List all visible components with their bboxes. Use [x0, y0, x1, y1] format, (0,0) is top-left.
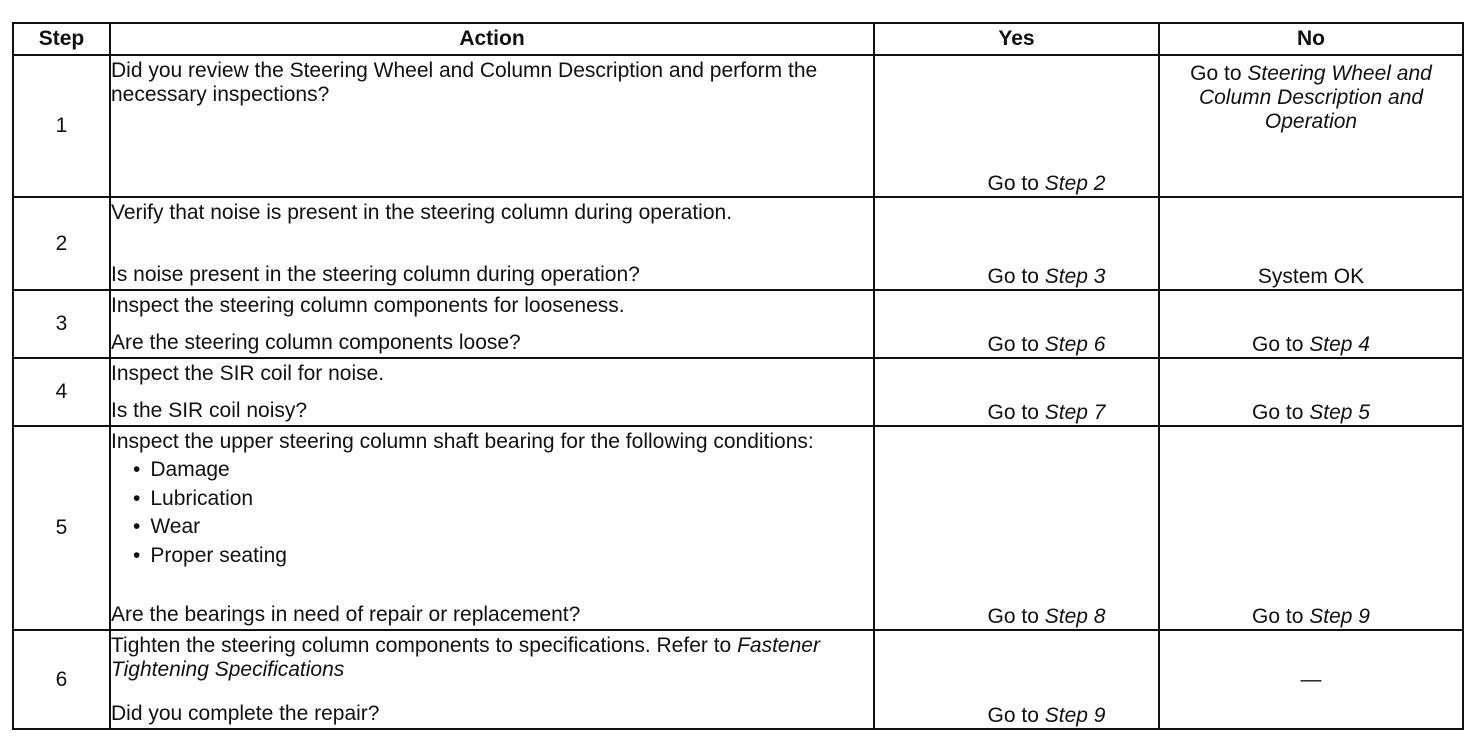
no-cell — [1159, 426, 1463, 630]
goto-prefix: Go to — [987, 265, 1039, 288]
action-question: Is the SIR coil noisy? — [111, 399, 308, 422]
yes-cell — [874, 55, 1159, 197]
step-number: 6 — [13, 630, 110, 729]
table-row — [13, 55, 1463, 197]
goto-prefix: Go to — [987, 401, 1039, 424]
action-text-main: Tighten the steering column components to specifications. Refer to — [111, 634, 732, 657]
step-number: 3 — [13, 290, 110, 358]
action-question: Is noise present in the steering column during operation? — [111, 263, 640, 286]
no-cell — [1159, 358, 1463, 426]
list-item: • Damage — [133, 456, 873, 485]
goto-prefix: Go to — [1190, 62, 1242, 85]
action-cell — [110, 358, 874, 426]
step-number: 4 — [13, 358, 110, 426]
yes-cell — [874, 426, 1159, 630]
action-cell — [110, 55, 874, 197]
goto-target: Step 6 — [1044, 333, 1106, 356]
list-item: • Proper seating — [133, 542, 873, 571]
goto-target: Step 3 — [1044, 265, 1106, 288]
header-no: No — [1159, 23, 1463, 55]
table-row — [13, 290, 1463, 358]
no-result: System OK — [1257, 265, 1365, 288]
action-text: Inspect the upper steering column shaft bearing for the following conditions: — [111, 430, 814, 453]
action-text: Verify that noise is present in the steering column during operation. — [111, 201, 733, 224]
spec-reference: Fastener Tightening Specifications — [111, 634, 820, 681]
action-text: Inspect the SIR coil for noise. — [111, 362, 385, 385]
goto-prefix: Go to — [987, 333, 1039, 356]
action-text: Inspect the steering column components for looseness. — [111, 294, 625, 317]
yes-cell — [874, 358, 1159, 426]
goto-target: Step 2 — [1044, 172, 1106, 195]
action-question: Are the bearings in need of repair or replacement? — [111, 603, 581, 626]
header-yes: Yes — [874, 23, 1159, 55]
table-row — [13, 630, 1463, 729]
header-step: Step — [13, 23, 110, 55]
action-cell — [110, 290, 874, 358]
action-text: Did you review the Steering Wheel and Column Description and perform the necessary inspections? — [111, 59, 818, 106]
list-item: • Lubrication — [133, 485, 873, 514]
goto-target: Step 9 — [1044, 704, 1106, 727]
goto-target: Step 8 — [1044, 605, 1106, 628]
action-cell — [110, 630, 874, 729]
goto-prefix: Go to — [987, 704, 1039, 727]
yes-cell — [874, 197, 1159, 290]
no-cell — [1159, 290, 1463, 358]
header-action: Action — [110, 23, 874, 55]
conditions-list — [111, 456, 873, 570]
goto-prefix: Go to — [1252, 333, 1304, 356]
no-cell — [1159, 630, 1463, 729]
header-row — [13, 23, 1463, 55]
step-number: 2 — [13, 197, 110, 290]
action-cell — [110, 426, 874, 630]
no-result: — — [1300, 667, 1322, 691]
goto-target: Steering Wheel and Column Description and Operation — [1198, 62, 1432, 133]
goto-prefix: Go to — [1252, 605, 1304, 628]
step-number: 1 — [13, 55, 110, 197]
yes-cell — [874, 630, 1159, 729]
table-row — [13, 197, 1463, 290]
action-question: Are the steering column components loose? — [111, 331, 521, 354]
goto-target: Step 9 — [1309, 605, 1370, 628]
goto-prefix: Go to — [1252, 401, 1304, 424]
action-text — [111, 634, 873, 682]
table-row — [13, 426, 1463, 630]
action-question: Did you complete the repair? — [111, 702, 380, 725]
table-row — [13, 358, 1463, 426]
yes-cell — [874, 290, 1159, 358]
no-cell — [1159, 197, 1463, 290]
no-cell — [1159, 55, 1463, 197]
goto-target: Step 5 — [1309, 401, 1370, 424]
step-number: 5 — [13, 426, 110, 630]
action-cell — [110, 197, 874, 290]
list-item: • Wear — [133, 513, 873, 542]
goto-target: Step 7 — [1044, 401, 1106, 424]
goto-prefix: Go to — [987, 172, 1039, 195]
goto-prefix: Go to — [987, 605, 1039, 628]
diagnostic-table — [12, 22, 1464, 730]
goto-target: Step 4 — [1309, 333, 1370, 356]
